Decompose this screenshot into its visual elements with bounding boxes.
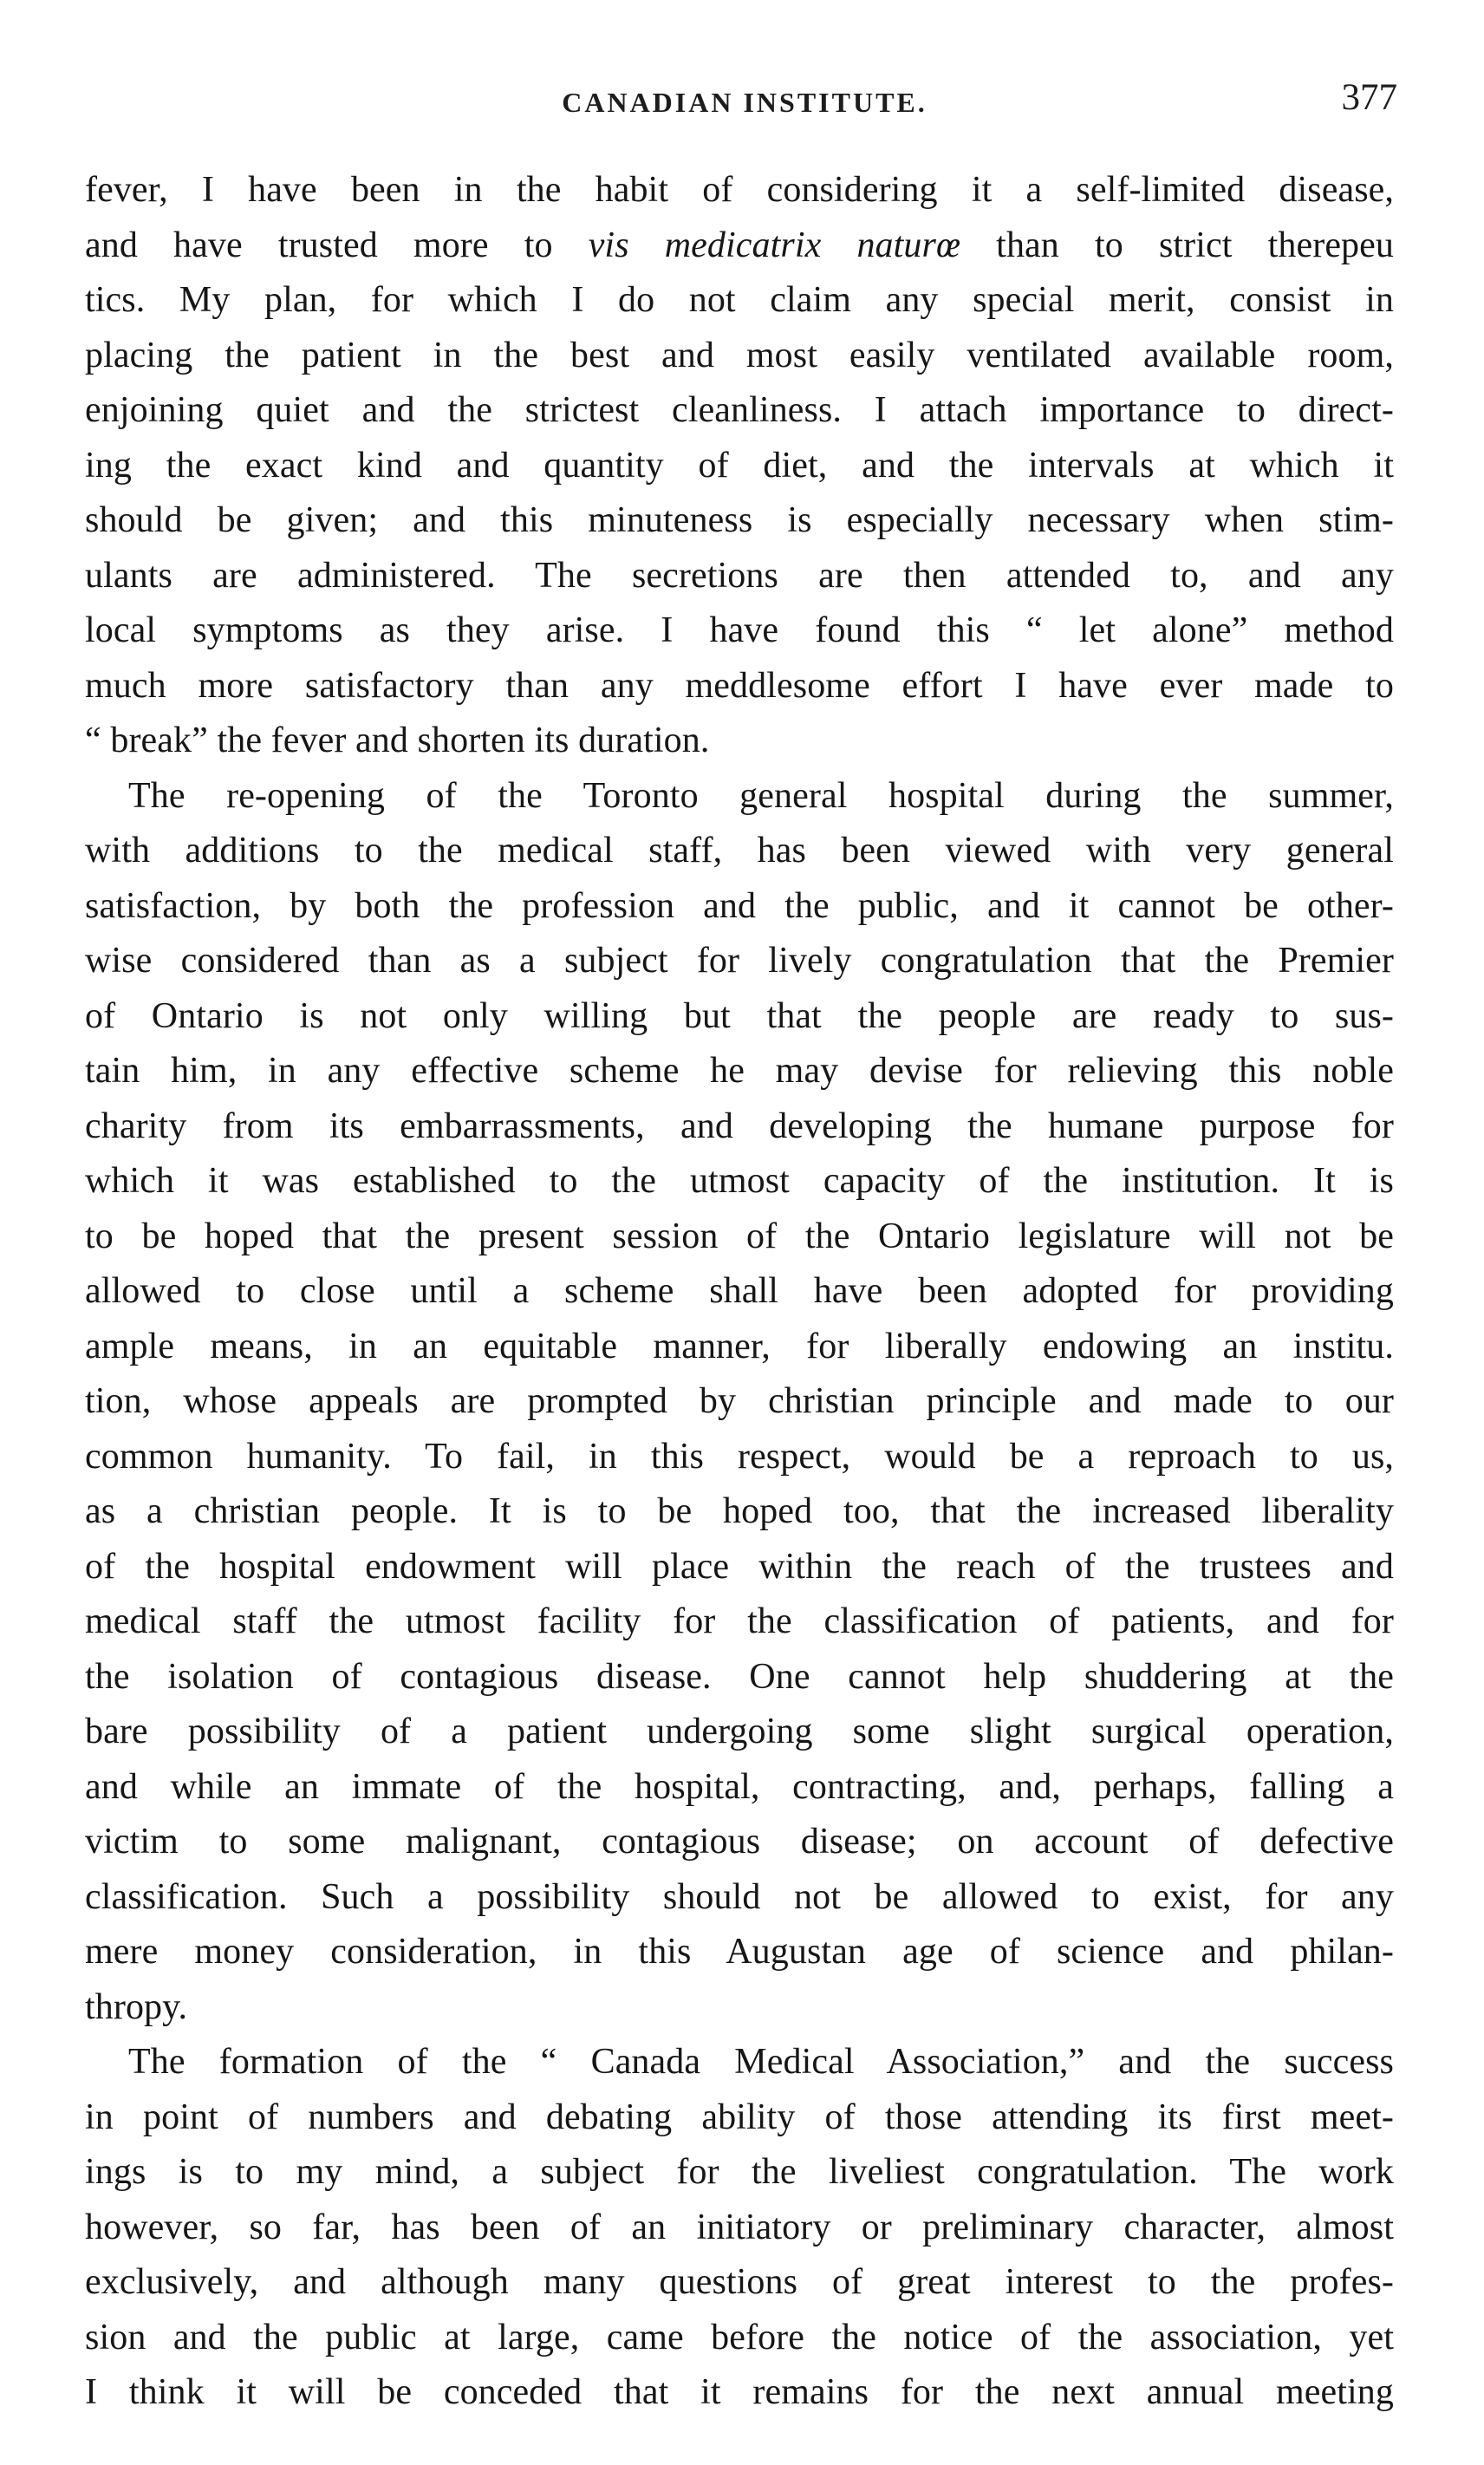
text-line: of Ontario is not only willing but that the people are ready to sus-	[85, 995, 1394, 1036]
text-line: placing the patient in the best and most easily ventilated available room,	[85, 335, 1394, 375]
running-head	[85, 76, 1404, 128]
text-line: the isolation of contagious disease. One cannot help shuddering at the	[85, 1656, 1394, 1697]
text-line: bare possibility of a patient undergoing some slight surgical operation,	[85, 1712, 1394, 1751]
text-line: however, so far, has been of an initiatory or preliminary character, almost	[85, 2207, 1394, 2247]
text-line: fever, I have been in the habit of considering it a self-limited disease,	[85, 170, 1394, 210]
text-line: ings is to my mind, a subject for the liveliest congratulation. The work	[85, 2152, 1394, 2192]
text-line: sion and the public at large, came before the notice of the association, yet	[85, 2317, 1394, 2357]
text-line: exclusively, and although many questions of great interest to the profes-	[85, 2262, 1394, 2302]
text-line: tics. My plan, for which I do not claim any special merit, consist in	[85, 280, 1394, 320]
body-text	[85, 163, 1394, 2421]
text-line: should be given; and this minuteness is especially necessary when stim-	[85, 500, 1394, 540]
text-line: and while an immate of the hospital, contracting, and, perhaps, falling a	[85, 1766, 1394, 1807]
text-line: classification. Such a possibility should not be allowed to exist, for any	[85, 1876, 1394, 1917]
text-line: and have trusted more to vis medicatrix naturœ than to strict therepeu	[85, 225, 1394, 265]
text-line: as a christian people. It is to be hoped too, that the increased liberality	[85, 1491, 1394, 1531]
text-line: mere money consideration, in this Augustan age of science and philan-	[85, 1932, 1394, 1972]
page-number: 377	[1341, 77, 1397, 118]
text-line: charity from its embarrassments, and developing the humane purpose for	[85, 1105, 1394, 1146]
text-line: local symptoms as they arise. I have found this “ let alone” method	[85, 610, 1394, 650]
latin-phrase: vis medicatrix naturœ	[588, 225, 961, 265]
text-line: of the hospital endowment will place within the reach of the trustees and	[85, 1546, 1394, 1587]
text-line: ulants are administered. The secretions are then attended to, and any	[85, 555, 1394, 596]
text-line: in point of numbers and debating ability of those attending its first meet-	[85, 2097, 1394, 2137]
text-line: common humanity. To fail, in this respect, would be a reproach to us,	[85, 1436, 1394, 1477]
text-line: much more satisfactory than any meddlesome effort I have ever made to	[85, 665, 1394, 706]
text-line: tain him, in any effective scheme he may devise for relieving this noble	[85, 1051, 1394, 1091]
text-line: to be hoped that the present session of the Ontario legislature will not be	[85, 1216, 1394, 1256]
text-line: The re-opening of the Toronto general hospital during the summer,	[128, 775, 1394, 816]
text-line: with additions to the medical staff, has been viewed with very general	[85, 831, 1394, 871]
text-line: “ break” the fever and shorten its duration.	[85, 721, 710, 760]
text-line: wise considered than as a subject for lively congratulation that the Premier	[85, 941, 1394, 981]
text-line: victim to some malignant, contagious disease; on account of defective	[85, 1822, 1394, 1862]
text-line: tion, whose appeals are prompted by christian principle and made to our	[85, 1381, 1394, 1421]
text-line: satisfaction, by both the profession and the public, and it cannot be other-	[85, 885, 1394, 926]
text-line: ing the exact kind and quantity of diet, and the intervals at which it	[85, 445, 1394, 486]
text-line: medical staff the utmost facility for the classification of patients, and for	[85, 1601, 1394, 1641]
text-line: ample means, in an equitable manner, for liberally endowing an institu.	[85, 1326, 1394, 1366]
text-line: The formation of the “ Canada Medical Association,” and the success	[128, 2042, 1394, 2082]
running-title: CANADIAN INSTITUTE.	[562, 87, 928, 118]
text-line: I think it will be conceded that it remains for the next annual meeting	[85, 2372, 1394, 2412]
text-line: thropy.	[85, 1986, 188, 2027]
text-line: enjoining quiet and the strictest cleanliness. I attach importance to direct-	[85, 390, 1394, 430]
text-line: allowed to close until a scheme shall have been adopted for providing	[85, 1271, 1394, 1311]
text-line: which it was established to the utmost capacity of the institution. It is	[85, 1161, 1394, 1201]
